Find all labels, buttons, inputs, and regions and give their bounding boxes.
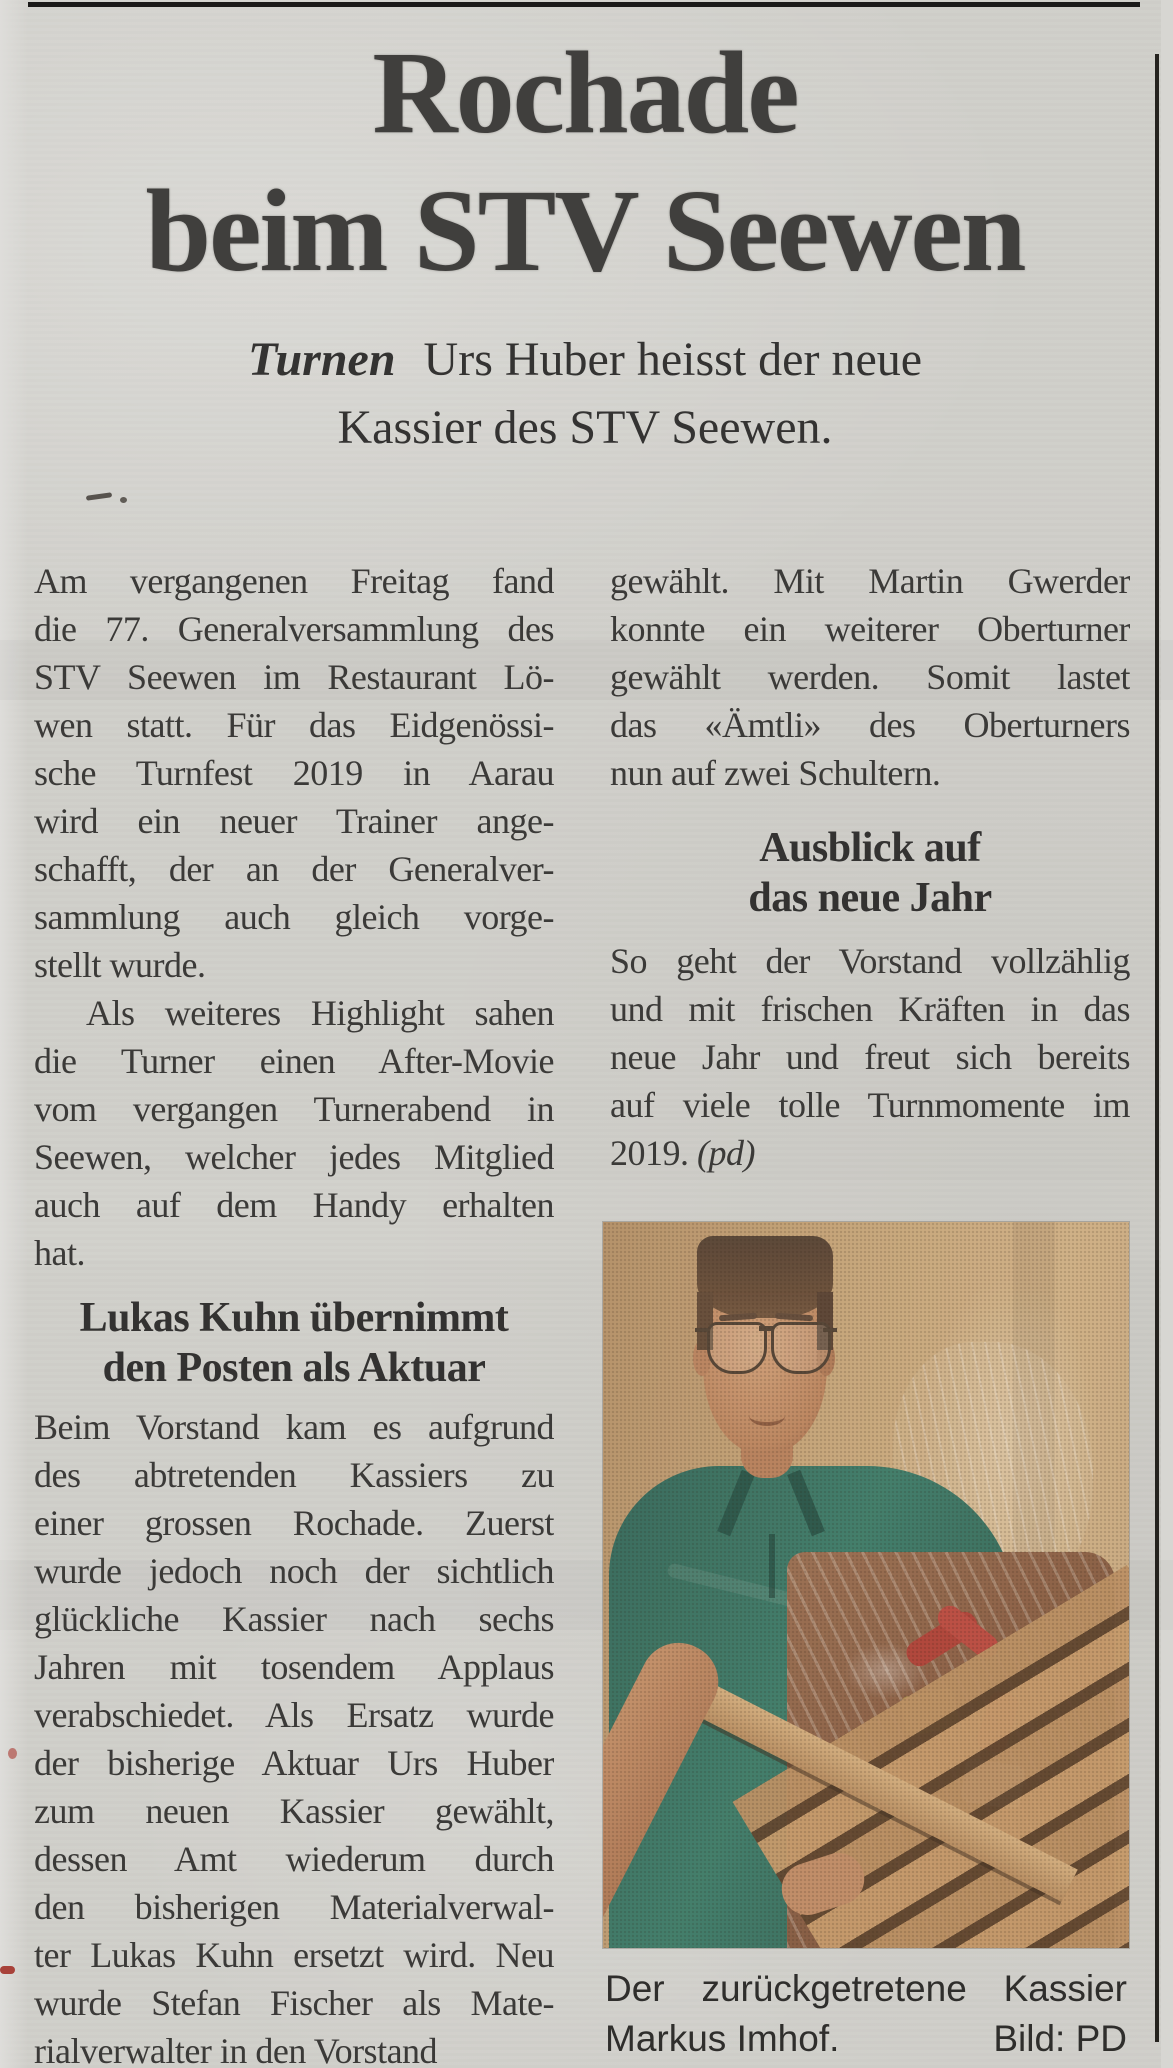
text-line: der bisherige Aktuar Urs Huber — [34, 1743, 554, 1783]
text-line: STV Seewen im Restaurant Lö- — [34, 657, 554, 697]
column-subhead-ausblick — [610, 823, 1130, 923]
article-photo-markus-imhof — [603, 1222, 1129, 1948]
text-line: verabschiedet. Als Ersatz wurde — [34, 1695, 554, 1735]
text-line: nun auf zwei Schultern. — [610, 753, 941, 793]
subhead-line-2: Kassier des STV Seewen. — [337, 401, 833, 454]
text-line: beim STV Seewen — [145, 165, 1025, 296]
article-subhead — [30, 326, 1140, 462]
right-column — [610, 557, 1130, 1177]
text-line: neue Jahr und freut sich bereits — [610, 1037, 1130, 1077]
paragraph-3 — [34, 1403, 554, 2068]
text-line: das «Ämtli» des Oberturners — [610, 705, 1130, 745]
text-line: den bisherigen Materialverwal- — [34, 1887, 554, 1927]
text-line: Beim Vorstand kam es aufgrund — [34, 1407, 554, 1447]
column-subhead-lukas-kuhn — [34, 1293, 554, 1393]
text-line: Rochade — [372, 27, 798, 158]
text-line: Ausblick auf — [759, 825, 981, 871]
section-kicker: Turnen — [247, 333, 396, 386]
subhead-line-1 — [30, 326, 1140, 394]
text-line: Jahren mit tosendem Applaus — [34, 1647, 554, 1687]
text-line: sche Turnfest 2019 in Aarau — [34, 753, 554, 793]
text-line: ter Lukas Kuhn ersetzt wird. Neu — [34, 1935, 554, 1975]
text-line: hat. — [34, 1233, 85, 1273]
press-credit: (pd) — [697, 1133, 755, 1173]
text-line: wurde jedoch noch der sichtlich — [34, 1551, 554, 1591]
photo-halftone-overlay — [603, 1222, 1129, 1948]
paragraph-1 — [34, 557, 554, 989]
subhead-text: Urs Huber heisst der neue — [423, 333, 923, 386]
page-right-margin — [1161, 0, 1173, 2068]
text-line: die 77. Generalversammlung des — [34, 609, 554, 649]
caption-line-1: Der zurückgetretene Kassier — [605, 1968, 1127, 2009]
red-scan-artifact — [8, 1748, 17, 1759]
text-line: die Turner einen After-Movie — [34, 1041, 554, 1081]
text-line: So geht der Vorstand vollzählig — [610, 941, 1130, 981]
text-line: glückliche Kassier nach sechs — [34, 1599, 554, 1639]
ink-smudge — [86, 492, 112, 501]
paragraph-2 — [34, 989, 554, 1277]
text-line: Am vergangenen Freitag fand — [34, 561, 554, 601]
text-line: stellt wurde. — [34, 945, 206, 985]
left-column — [34, 557, 554, 2068]
text-line: Lukas Kuhn übernimmt — [79, 1295, 509, 1341]
text-line: des abtretenden Kassiers zu — [34, 1455, 554, 1495]
text-line: wird ein neuer Trainer ange- — [34, 801, 554, 841]
paragraph-5-last-line — [610, 1129, 1130, 1177]
caption-line-2 — [605, 2014, 1127, 2064]
text-line: einer grossen Rochade. Zuerst — [34, 1503, 554, 1543]
text-line: sammlung auch gleich vorge- — [34, 897, 554, 937]
caption-name: Markus Imhof. — [605, 2018, 840, 2059]
text-line: und mit frischen Kräften in das — [610, 989, 1130, 1029]
text-line: gewählt. Mit Martin Gwerder — [610, 561, 1130, 601]
text-line: vom vergangen Turnerabend in — [34, 1089, 554, 1129]
text-line: wurde Stefan Fischer als Mate- — [34, 1983, 554, 2023]
text-line: Seewen, welcher jedes Mitglied — [34, 1137, 554, 1177]
column-divider-rule — [1155, 54, 1159, 2042]
paragraph-5 — [610, 937, 1130, 1129]
text-line: wen statt. Für das Eidgenössi- — [34, 705, 554, 745]
photo-caption — [605, 1964, 1127, 2064]
text-line: dessen Amt wiederum durch — [34, 1839, 554, 1879]
text-line: das neue Jahr — [748, 875, 992, 921]
text-line: schafft, der an der Generalver- — [34, 849, 554, 889]
text-line: gewählt werden. Somit lastet — [610, 657, 1130, 697]
paragraph-4 — [610, 557, 1130, 797]
red-scan-artifact — [0, 1966, 15, 1974]
text-line: rialverwalter in den Vorstand — [34, 2031, 438, 2068]
text-line: den Posten als Aktuar — [102, 1345, 486, 1391]
photo-credit: Bild: PD — [993, 2018, 1127, 2059]
text-line: Als weiteres Highlight sahen — [86, 993, 554, 1033]
article-headline — [30, 24, 1140, 300]
text-line: konnte ein weiterer Oberturner — [610, 609, 1130, 649]
text-line: auch auf dem Handy erhalten — [34, 1185, 554, 1225]
top-rule — [28, 2, 1140, 7]
text-line: auf viele tolle Turnmomente im — [610, 1085, 1130, 1125]
ink-smudge — [120, 497, 127, 503]
text-line: zum neuen Kassier gewählt, — [34, 1791, 554, 1831]
year-text: 2019. — [610, 1133, 689, 1173]
